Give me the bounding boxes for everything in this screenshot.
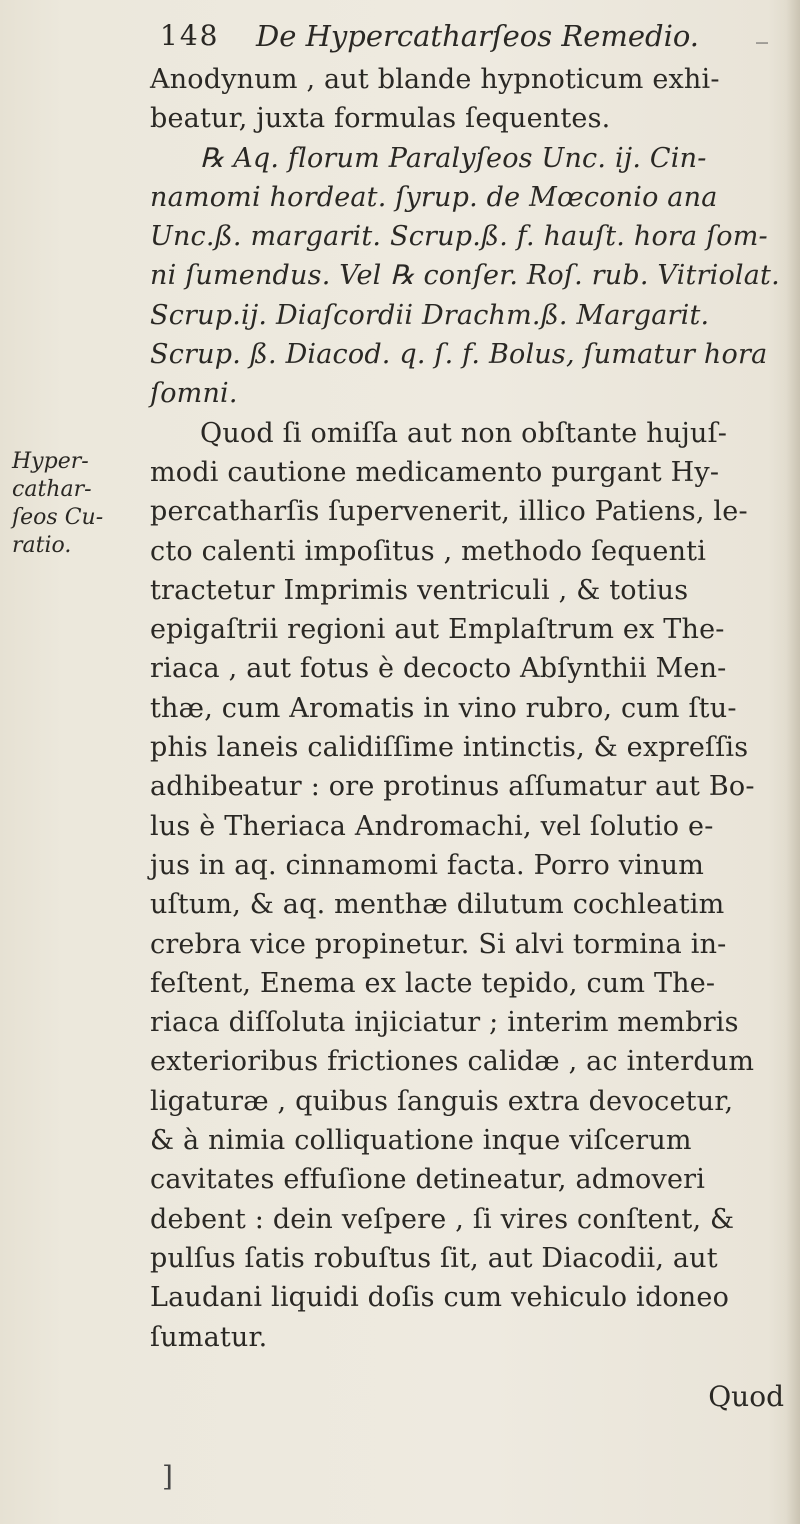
text-line: Anodynum , aut blande hypnoticum exhi- [150,64,720,95]
text-line: riaca , aut fotus è decocto Abſynthii Men- [150,653,727,685]
catchword: Quod [708,1380,784,1413]
recipe-line: Scrup.ij. Diaſcordii Drachm.ß. Margarit. [150,299,710,331]
header-dash: _ [756,16,768,44]
page-number: 148 [160,19,220,52]
text-line: lus è Theriaca Andromachi, vel ſolutio e- [150,810,714,842]
text-line: debent : dein veſpere , ſi vires conſtent, & [150,1203,735,1235]
bottom-mark: ] [162,1460,173,1493]
page-edge-shadow [786,0,800,1524]
text-line: jus in aq. cinnamomi facta. Porro vinum [150,849,705,881]
text-line: ſumatur. [150,1321,268,1353]
body-text [150,60,790,1357]
page-header [160,16,780,56]
text-line: riaca diſſoluta injiciatur ; interim membris [150,1007,739,1039]
text-line: pulſus ſatis robuſtus ſit, aut Diacodii, aut [150,1242,718,1274]
text-line: tractetur Imprimis ventriculi , & totius [150,574,689,606]
recipe-line: namomi hordeat. ſyrup. de Mœconio ana [150,181,718,213]
text-line: uſtum, & aq. menthæ dilutum cochleatim [150,889,725,921]
text-line: Quod ſi omiſſa aut non obſtante hujuſ- [200,417,728,449]
text-line: cavitates effuſione detineatur, admoveri [150,1164,706,1196]
text-line: percatharſis ſupervenerit, illico Patiens, le- [150,496,748,528]
recipe-line: ſomni. [150,378,238,410]
recipe-line: ℞ Aq. florum Paralyſeos Unc. ij. Cin- [200,142,707,174]
text-line: exterioribus frictiones calidæ , ac interdum [150,1046,755,1078]
margin-note [12,448,132,560]
text-line: beatur, juxta formulas ſequentes. [150,103,611,135]
text-line: ligaturæ , quibus ſanguis extra devocetur, [150,1085,734,1117]
margin-note-line: ſeos Cu- [12,505,104,530]
text-line: phis laneis calidiſſime intinctis, & expreſſis [150,732,749,764]
text-line: Laudani liquidi doſis cum vehiculo idoneo [150,1282,730,1314]
recipe-line: Unc.ß. margarit. Scrup.ß. f. hauſt. hora ſom- [150,221,768,253]
text-line: modi cautione medicamento purgant Hy- [150,456,720,488]
text-line: thæ, cum Aromatis in vino rubro, cum ſtu- [150,692,737,724]
text-line: crebra vice propinetur. Si alvi tormina in- [150,928,727,960]
text-line: & à nimia colliquatione inque viſcerum [150,1125,692,1157]
text-line: adhibeatur : ore protinus aſſumatur aut Bo- [150,771,755,803]
recipe-line: Scrup. ß. Diacod. q. ſ. f. Bolus, ſumatur hora [150,339,768,371]
running-title: De Hypercatharſeos Remedio. [256,19,700,53]
margin-note-line: Hyper- [12,449,89,474]
margin-note-line: ratio. [12,533,72,558]
text-line: cto calenti impoſitus , methodo ſequenti [150,535,707,567]
margin-note-line: cathar- [12,477,92,502]
recipe-line: ni ſumendus. Vel ℞ conſer. Roſ. rub. Vitriolat. [150,260,780,292]
text-line: epigaſtrii regioni aut Emplaſtrum ex The- [150,614,725,646]
text-line: feſtent, Enema ex lacte tepido, cum The- [150,967,716,999]
